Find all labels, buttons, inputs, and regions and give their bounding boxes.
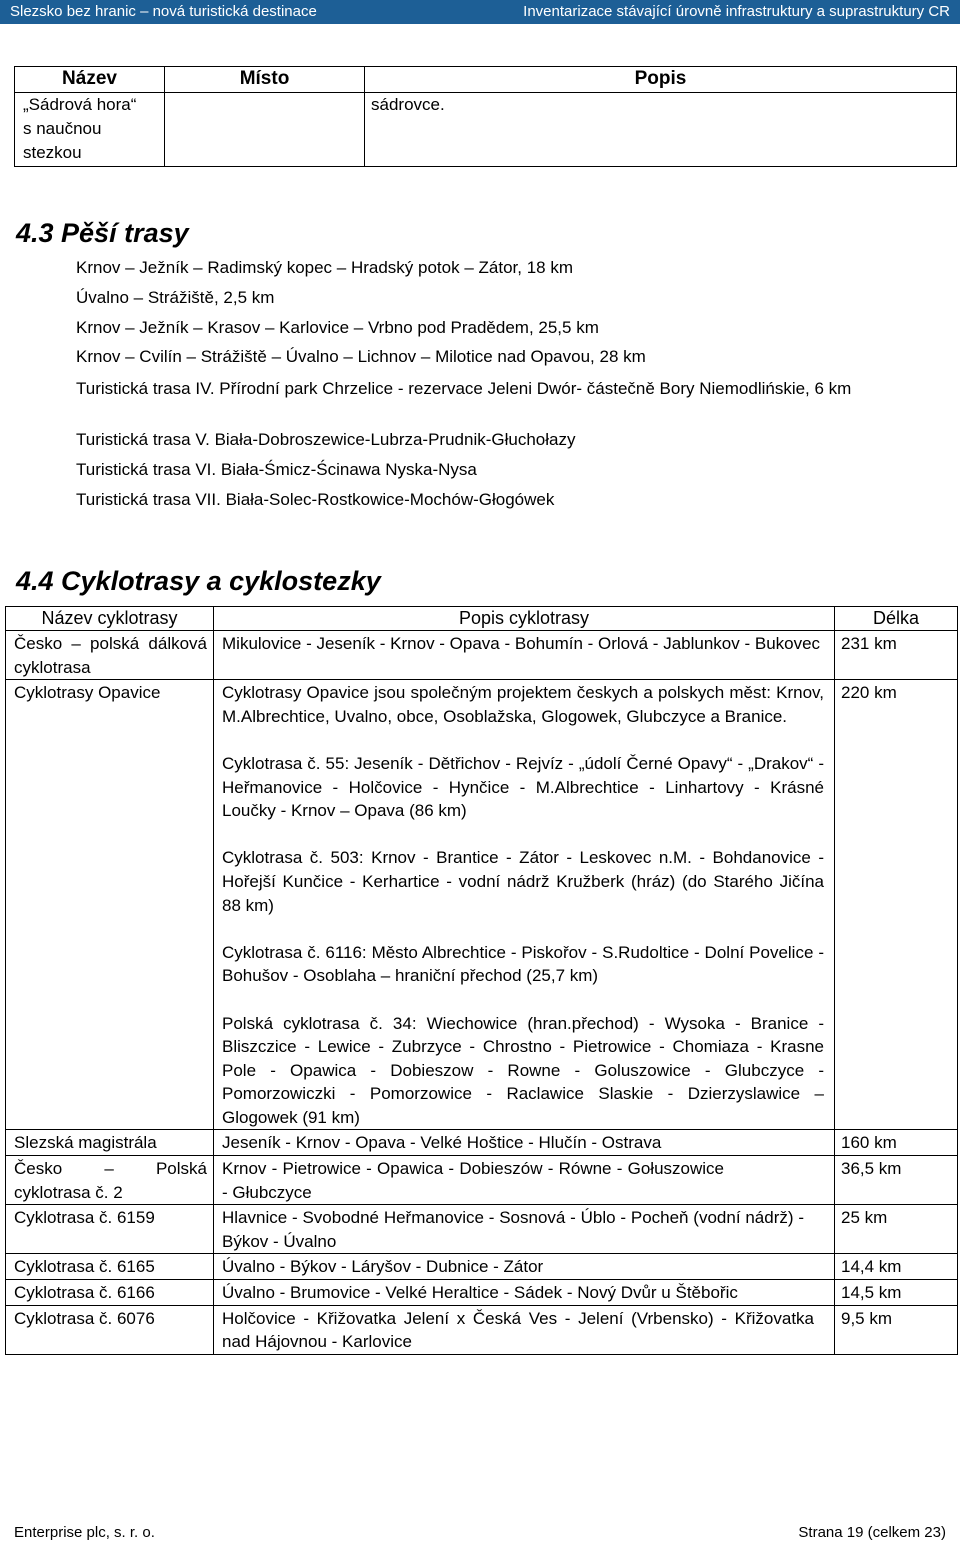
list-item: Turistická trasa VII. Biała-Solec-Rostkowice-Mochów-Głogówek: [76, 490, 555, 509]
table-row: [15, 93, 957, 167]
cell-place: [165, 93, 365, 167]
cell-route-length: 14,5 km: [835, 1280, 958, 1306]
cell-route-length: 36,5 km: [835, 1156, 958, 1205]
cell-route-description: [214, 1156, 835, 1205]
column-header-description: Popis: [365, 67, 957, 93]
cell-route-length: 14,4 km: [835, 1254, 958, 1280]
list-item: Krnov – Cvilín – Strážiště – Úvalno – Lichnov – Milotice nad Opavou, 28 km: [76, 347, 646, 366]
list-item: Krnov – Ježník – Radimský kopec – Hradský potok – Zátor, 18 km: [76, 258, 573, 277]
list-item: Turistická trasa IV. Přírodní park Chrzelice - rezervace Jeleni Dwór- částečně Bory Niemodlińskie, 6 km: [76, 379, 852, 398]
column-header-length: Délka: [835, 607, 958, 631]
table-row: [6, 631, 958, 680]
route-description-paragraph: Cyklotrasy Opavice jsou společným projektem českych a polskych měst: Krnov, M.Albrechtice, Uvalno, obce, Osoblažska, Glogowek, Glubczyce a Branice.: [222, 683, 824, 726]
cell-route-name: Cyklotrasa č. 6166: [6, 1280, 214, 1306]
list-item: Krnov – Ježník – Krasov – Karlovice – Vrbno pod Pradědem, 25,5 km: [76, 318, 599, 337]
route-description-paragraph: Hlavnice - Svobodné Heřmanovice - Sosnová - Úblo - Pocheň (vodní nádrž) - Býkov - Úvalno: [222, 1208, 804, 1251]
attractions-table-continued: [14, 66, 957, 167]
cell-route-description: [214, 1254, 835, 1280]
page-header: [0, 0, 960, 24]
route-description-paragraph: Polská cyklotrasa č. 34: Wiechowice (hran.přechod) - Wysoka - Branice - Bliszczice - Lewice - Zubrzyce - Chrostno - Pietrowice - Chomiaza - Krasne Pole - Opawica - Dobieszow - Rowne - Goluszowice - Glubczyce - Pomorzowiczki - Pomorzowice - Raclawice Slaskie - Dzierzyslawice – Glogowek (91 km): [222, 1013, 824, 1127]
cell-name: „Sádrová hora“ s naučnou stezkou: [15, 93, 165, 167]
column-header-route-name: Název cyklotrasy: [6, 607, 214, 631]
list-item: Úvalno – Strážiště, 2,5 km: [76, 288, 275, 307]
cell-route-description: [214, 680, 835, 1130]
table-row: [6, 1205, 958, 1254]
column-header-route-description: Popis cyklotrasy: [214, 607, 835, 631]
cycle-routes-table: [5, 606, 958, 1355]
footer-page-number: Strana 19 (celkem 23): [798, 1524, 946, 1541]
cell-route-description: [214, 1205, 835, 1254]
cell-route-name: Cyklotrasa č. 6076: [6, 1305, 214, 1354]
cell-route-name: Slezská magistrála: [6, 1130, 214, 1156]
section-heading-walking-routes: 4.3 Pěší trasy: [16, 218, 189, 248]
cell-route-name: Česko – Polská cyklotrasa č. 2: [6, 1156, 214, 1205]
cell-route-length: 9,5 km: [835, 1305, 958, 1354]
cell-route-length: 160 km: [835, 1130, 958, 1156]
cell-route-length: 220 km: [835, 680, 958, 1130]
table-row: [6, 1156, 958, 1205]
route-description-paragraph: Mikulovice - Jeseník - Krnov - Opava - Bohumín - Orlová - Jablunkov - Bukovec: [222, 634, 821, 653]
section-heading-cycle-routes: 4.4 Cyklotrasy a cyklostezky: [16, 566, 381, 596]
route-description-paragraph: Holčovice - Křižovatka Jelení x Česká Ves - Jelení (Vrbensko) - Křižovatka nad Hájovnou - Karlovice: [222, 1308, 814, 1352]
cell-route-name: Česko – polská dálková cyklotrasa: [6, 631, 214, 680]
cell-route-description: [214, 1280, 835, 1306]
table-row: [6, 1305, 958, 1354]
column-header-place: Místo: [165, 67, 365, 93]
footer-company: Enterprise plc, s. r. o.: [14, 1524, 155, 1541]
table-row: [6, 1130, 958, 1156]
list-item: Turistická trasa V. Biała-Dobroszewice-Lubrza-Prudnik-Głuchołazy: [76, 430, 576, 449]
cell-route-description: [214, 631, 835, 680]
route-description-paragraph: Krnov - Pietrowice - Opawica - Dobieszów - Równe - Gołuszowice - Głubczyce: [222, 1159, 724, 1202]
cell-route-description: [214, 1305, 835, 1354]
header-left-title: Slezsko bez hranic – nová turistická destinace: [10, 3, 317, 20]
route-description-paragraph: Cyklotrasa č. 503: Krnov - Brantice - Zátor - Leskovec n.M. - Bohdanovice - Hořejší Kunčice - Kerhartice - vodní nádrž Kružberk (hráz) (do Starého Jičína 88 km): [222, 848, 824, 915]
table-row: [6, 1280, 958, 1306]
route-description-paragraph: Cyklotrasa č. 55: Jeseník - Dětřichov - Rejvíz - „údolí Černé Opavy“ - „Drakov“ - Heřmanovice - Holčovice - Hynčice - M.Albrechtice - Linhartovy - Krásné Loučky - Krnov – Opava (86 km): [222, 753, 824, 821]
route-description-paragraph: Úvalno - Brumovice - Velké Heraltice - Sádek - Nový Dvůr u Štěbořic: [222, 1283, 738, 1303]
cell-description: sádrovce.: [365, 93, 957, 167]
cell-route-length: 231 km: [835, 631, 958, 680]
cell-route-name: Cyklotrasy Opavice: [6, 680, 214, 1130]
route-description-paragraph: Jeseník - Krnov - Opava - Velké Hoštice - Hlučín - Ostrava: [222, 1133, 662, 1153]
cell-route-length: 25 km: [835, 1205, 958, 1254]
route-description-paragraph: Úvalno - Býkov - Láryšov - Dubnice - Zátor: [222, 1257, 544, 1277]
table-row: [6, 680, 958, 1130]
column-header-name: Název: [15, 67, 165, 93]
route-description-paragraph: Cyklotrasa č. 6116: Město Albrechtice - Piskořov - S.Rudoltice - Dolní Povelice - Bohušov - Osoblaha – hraniční přechod (25,7 km): [222, 942, 824, 986]
cell-route-name: Cyklotrasa č. 6159: [6, 1205, 214, 1254]
header-right-title: Inventarizace stávající úrovně infrastruktury a suprastruktury CR: [523, 3, 950, 20]
table-row: [6, 1254, 958, 1280]
cell-route-name: Cyklotrasa č. 6165: [6, 1254, 214, 1280]
list-item: Turistická trasa VI. Biała-Śmicz-Ścinawa Nyska-Nysa: [76, 460, 477, 479]
cell-route-description: [214, 1130, 835, 1156]
